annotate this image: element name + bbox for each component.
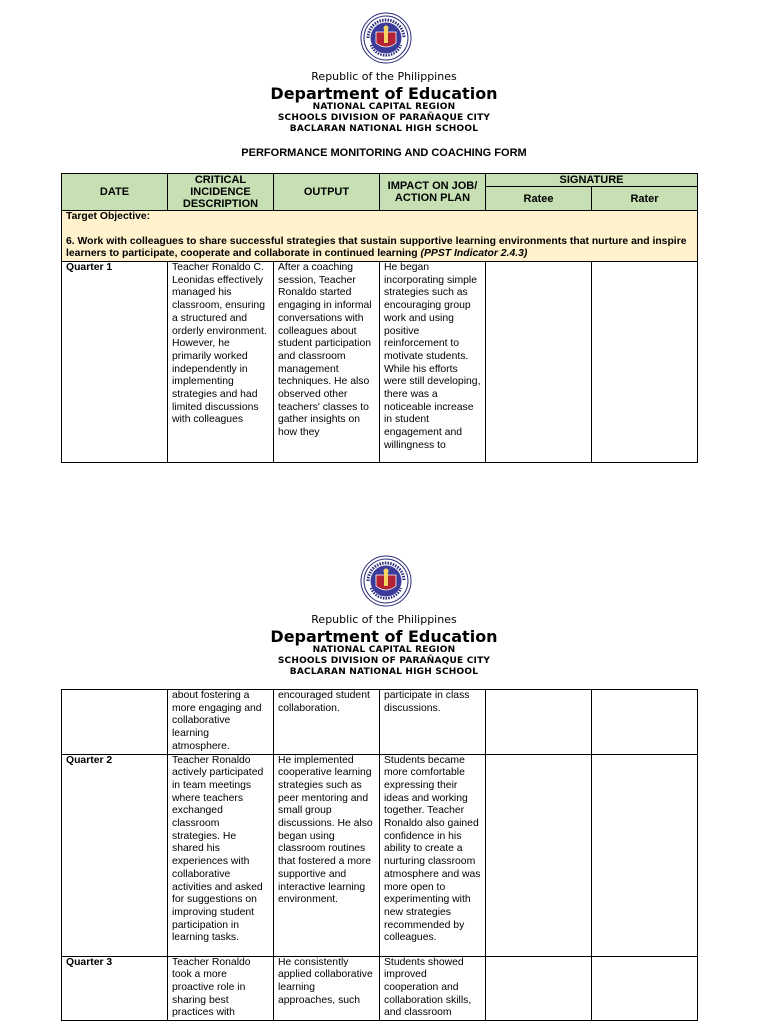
- col-header-date: DATE: [62, 174, 168, 211]
- output-cell: [274, 262, 380, 463]
- critical-text: Teacher Ronaldo took a more proactive role in sharing best practices with: [172, 956, 251, 1018]
- ratee-signature-cell: [486, 754, 592, 956]
- impact-text: Students showed improved cooperation and collaboration skills, and classroom: [384, 956, 472, 1018]
- coaching-table: [61, 173, 698, 463]
- critical-text: Teacher Ronaldo C. Leonidas effectively managed his classroom, ensuring a structured and orderly environment. However, he primarily worked independently in implementing strategies and had limited discussions with colleagues: [172, 262, 267, 426]
- table-row: [62, 754, 698, 956]
- objective-label: Target Objective:: [66, 211, 151, 222]
- col-header-rater: Rater: [592, 187, 698, 211]
- rater-signature-cell: [592, 262, 698, 463]
- region-line: NATIONAL CAPITAL REGION: [312, 102, 456, 112]
- output-cell: [274, 956, 380, 1020]
- table-row: [62, 690, 698, 755]
- ratee-signature-cell: [486, 956, 592, 1020]
- impact-cell: participate in class discussions.: [380, 690, 486, 755]
- region-line: NATIONAL CAPITAL REGION: [312, 645, 456, 655]
- deped-seal-logo: [360, 12, 412, 64]
- impact-cell: [380, 262, 486, 463]
- quarter-cell: [62, 690, 168, 755]
- col-header-ratee: Ratee: [486, 187, 592, 211]
- quarter-cell: Quarter 1: [62, 262, 168, 463]
- school-line: BACLARAN NATIONAL HIGH SCHOOL: [289, 667, 479, 677]
- quarter-cell: Quarter 3: [62, 956, 168, 1020]
- col-header-output: OUTPUT: [274, 174, 380, 211]
- output-cell: encouraged student collaboration.: [274, 690, 380, 755]
- republic-line: Republic of the Philippines: [311, 70, 457, 83]
- school-line: BACLARAN NATIONAL HIGH SCHOOL: [289, 124, 479, 134]
- rater-signature-cell: [592, 690, 698, 755]
- col-header-critical: CRITICAL INCIDENCE DESCRIPTION: [168, 174, 274, 211]
- impact-cell: Students became more comfortable expressing their ideas and working together. Teacher Ronaldo also gained confidence in his ability to create a nurturing classroom atmosphere and was more open to experimenting with new strategies recommended by colleagues.: [380, 754, 486, 956]
- table-row: [62, 262, 698, 463]
- coaching-table-continued: [61, 689, 698, 1021]
- objective-statement: [66, 236, 693, 261]
- quarter-cell: Quarter 2: [62, 754, 168, 956]
- critical-cell: about fostering a more engaging and collaborative learning atmosphere.: [168, 690, 274, 755]
- form-title: PERFORMANCE MONITORING AND COACHING FORM: [241, 147, 527, 159]
- rater-signature-cell: [592, 956, 698, 1020]
- ratee-signature-cell: [486, 690, 592, 755]
- republic-line: Republic of the Philippines: [311, 613, 457, 626]
- impact-text: He began incorporating simple strategies such as encouraging group work and using positive reinforcement to motivate students. While his efforts were still developing, there was a noticeable increase in student engagement and willingness to: [384, 262, 481, 451]
- division-line: SCHOOLS DIVISION OF PARAÑAQUE CITY: [277, 113, 491, 123]
- output-text: He consistently applied collaborative learning approaches, such: [278, 956, 373, 1006]
- col-header-impact: IMPACT ON JOB/ ACTION PLAN: [380, 174, 486, 211]
- table-row: [62, 956, 698, 1020]
- ppst-indicator: (PPST Indicator 2.4.3): [420, 248, 528, 259]
- department-title: Department of Education: [270, 627, 498, 646]
- department-title: Department of Education: [270, 84, 498, 103]
- critical-cell: Teacher Ronaldo actively participated in team meetings where teachers exchanged classroom strategies. He shared his experiences with collaborative activities and asked for suggestions on improving student participation in learning tasks.: [168, 754, 274, 956]
- objective-text: 6. Work with colleagues to share successful strategies that sustain supportive learning environments that nurture and inspire learners to participate, cooperate and collaborate in continued learning: [66, 235, 687, 259]
- rater-signature-cell: [592, 754, 698, 956]
- deped-seal-logo: [360, 555, 412, 607]
- col-header-signature: SIGNATURE: [486, 174, 698, 187]
- ratee-signature-cell: [486, 262, 592, 463]
- critical-cell: [168, 956, 274, 1020]
- division-line: SCHOOLS DIVISION OF PARAÑAQUE CITY: [277, 656, 491, 666]
- output-cell: He implemented cooperative learning strategies such as peer mentoring and small group discussions. He also began using classroom routines that fostered a more supportive and interactive learning environment.: [274, 754, 380, 956]
- document-page-2: [0, 548, 768, 1024]
- impact-cell: [380, 956, 486, 1020]
- output-text: After a coaching session, Teacher Ronaldo started engaging in informal conversations with colleagues about student participation and classroom management techniques. He also observed other teachers' classes to gather insights on how they: [278, 262, 372, 439]
- critical-cell: [168, 262, 274, 463]
- target-objective: [62, 211, 698, 262]
